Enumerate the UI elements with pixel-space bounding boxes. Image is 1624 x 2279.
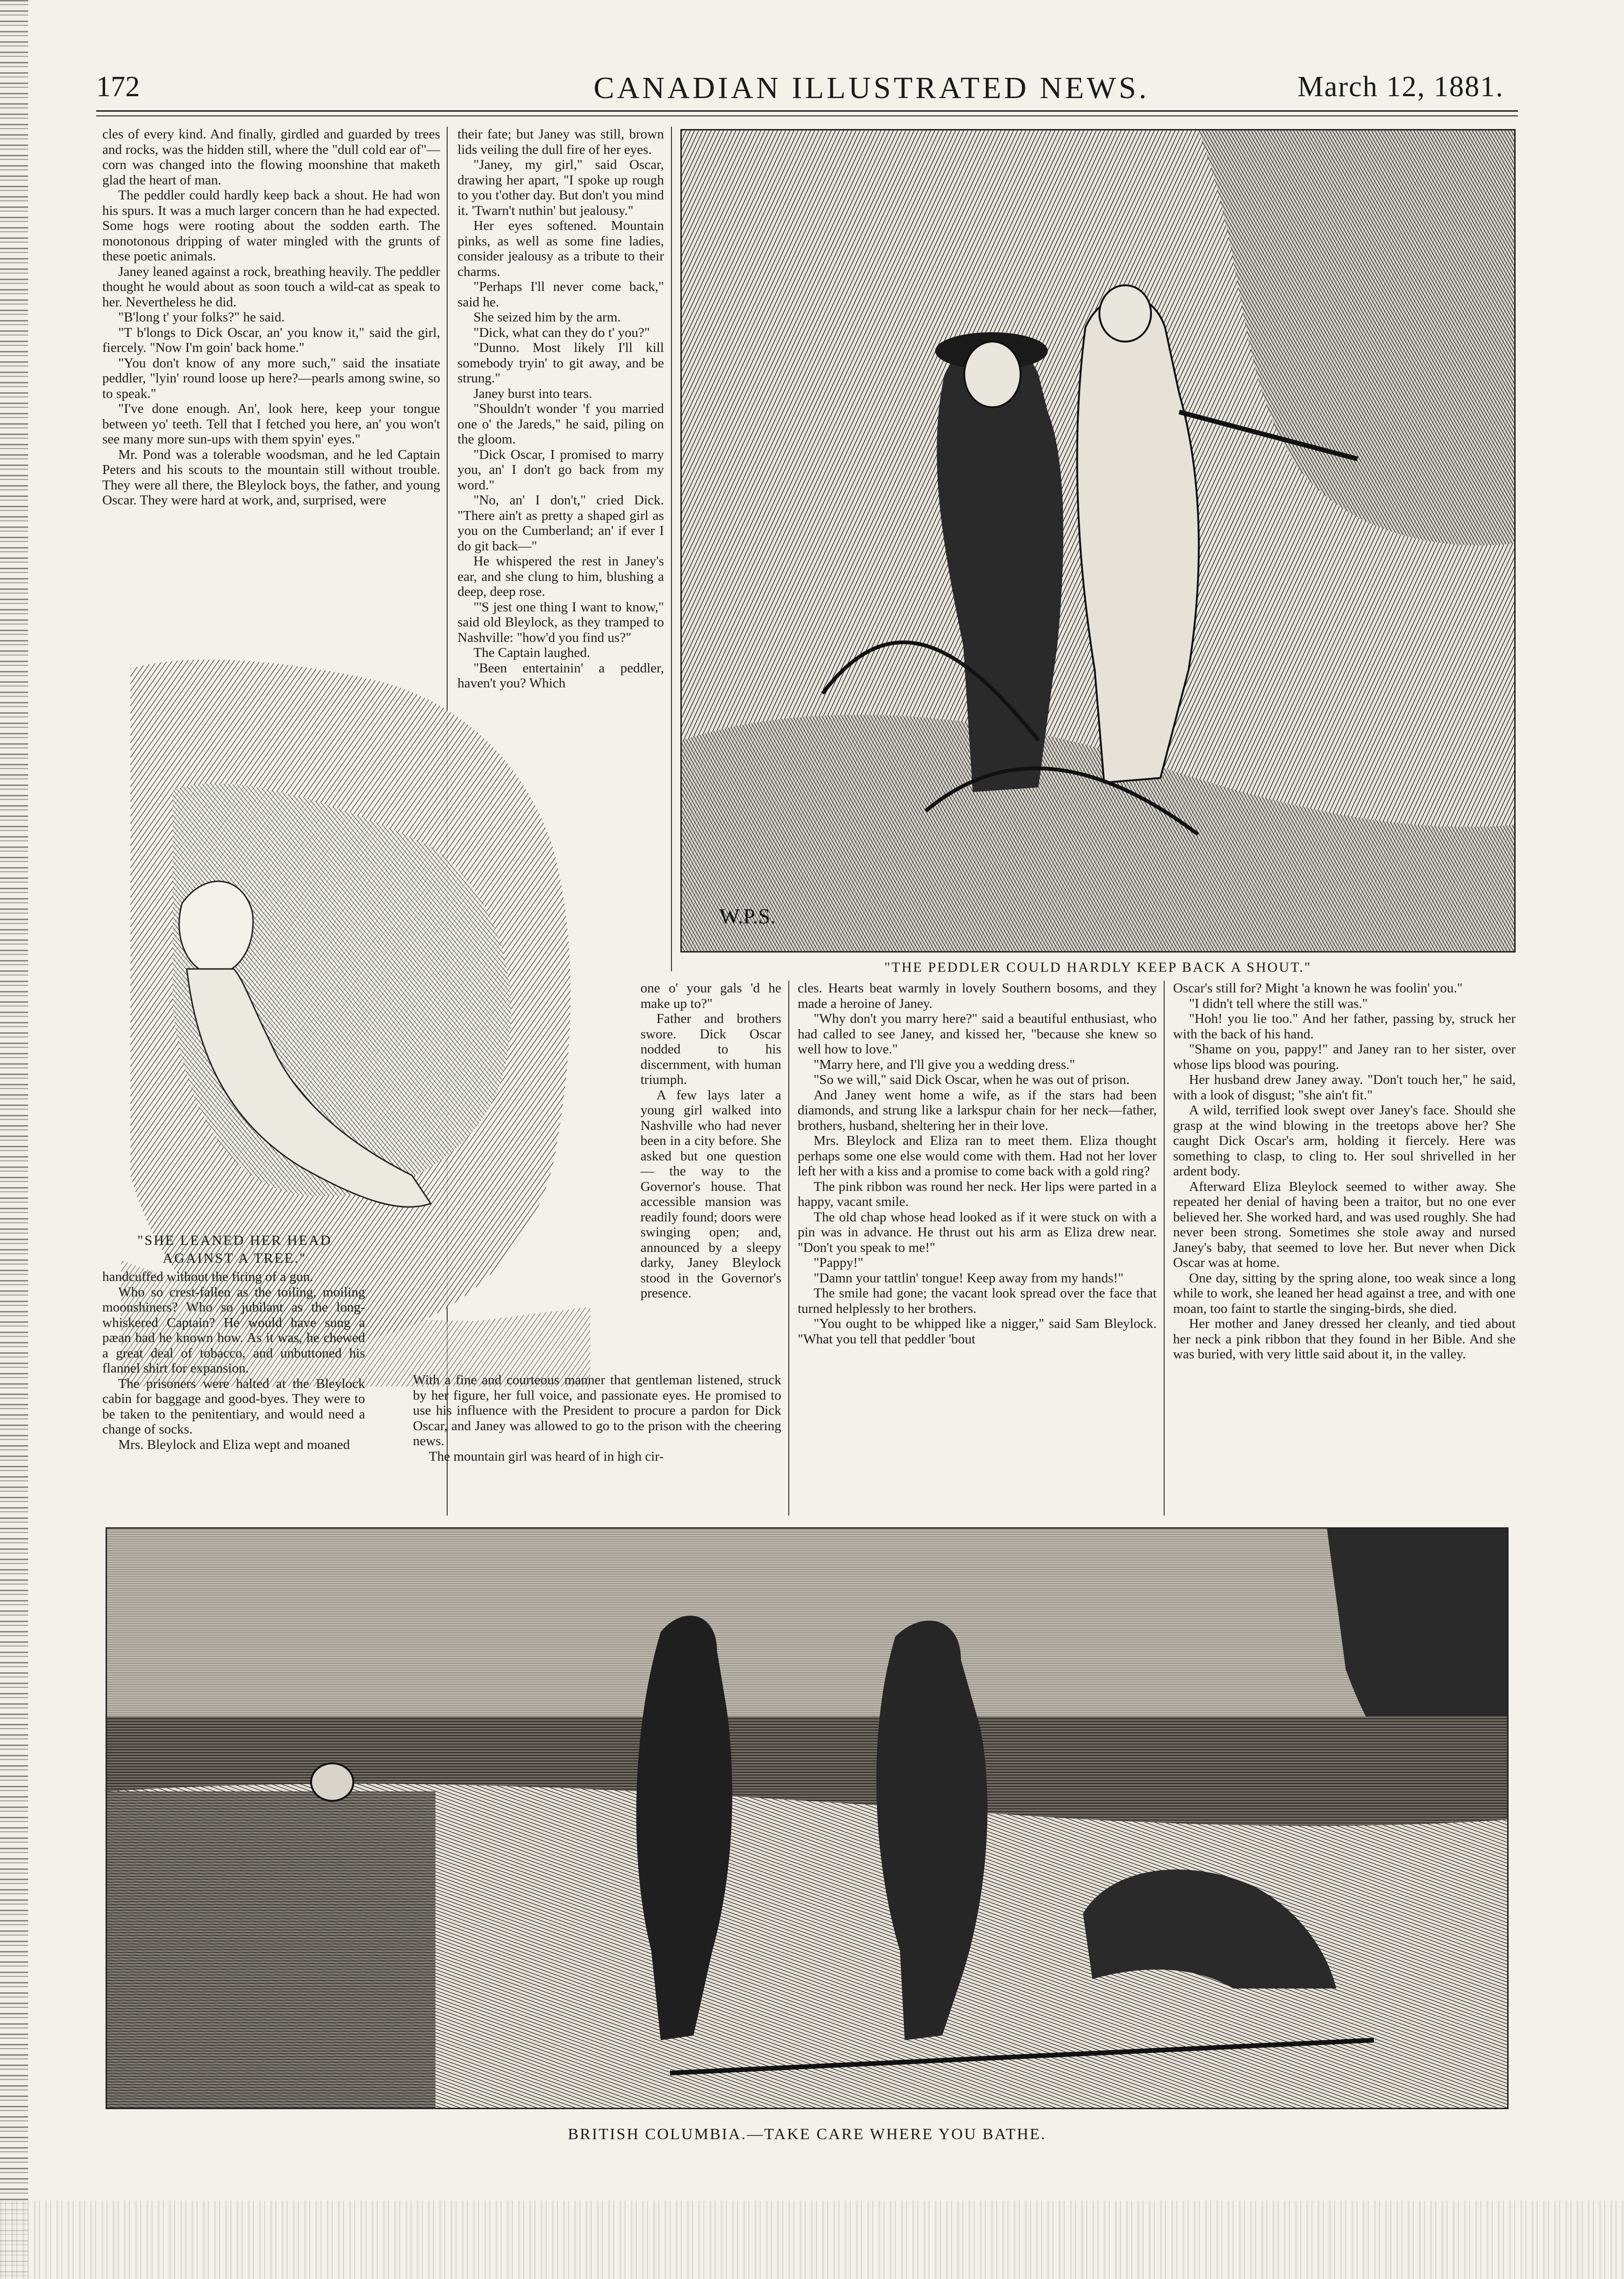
article-paragraph: Who so crest-fallen as the toiling, moiling moonshiners? Who so jubilant as the long-whiskered Captain? He would have sung a pæan had he known how. As it was, he chewed a great deal of tobacco, and unbuttoned his flannel shirt for expansion. (102, 1284, 365, 1376)
article-paragraph: Father and brothers swore. Dick Oscar nodded to his discernment, with human triumph. (640, 1011, 781, 1087)
column-3 (798, 981, 1157, 1347)
article-paragraph: The prisoners were halted at the Bleylock cabin for baggage and good-byes. They were to be taken to the penitentiary, and would need a change of socks. (102, 1376, 365, 1437)
article-paragraph: one o' your gals 'd he make up to?" (640, 981, 781, 1011)
column-divider (1164, 981, 1165, 1516)
article-paragraph: One day, sitting by the spring alone, too weak since a long while to work, she leaned her head against a tree, and with one moan, too faint to startle the singing-birds, she died. (1173, 1270, 1516, 1316)
article-paragraph: Oscar's still for? Might 'a known he was foolin' you." (1173, 981, 1463, 996)
column-2 (457, 127, 664, 691)
article-paragraph: "'S jest one thing I want to know," said old Bleylock, as they tramped to Nashville: "how'd you find us?" (457, 599, 664, 645)
article-paragraph: He whispered the rest in Janey's ear, and she clung to him, blushing a deep, deep rose. (457, 554, 664, 599)
article-paragraph: Her mother and Janey dressed her cleanly, and tied about her neck a pink ribbon that they found in her Bible. And she was buried, with very little said about it, in the valley. (1173, 1316, 1516, 1362)
publication-title: CANADIAN ILLUSTRATED NEWS. (594, 71, 1150, 105)
article-paragraph: "B'long t' your folks?" he said. (118, 310, 285, 325)
column-4 (1173, 981, 1516, 1362)
article-paragraph: Janey burst into tears. (473, 386, 592, 401)
column-2-bottom-wide (413, 1372, 781, 1464)
article-paragraph: "Shouldn't wonder 'f you married one o' the Jareds," he said, piling on the gloom. (457, 401, 664, 447)
caption-janey: "SHE LEANED HER HEAD AGAINST A TREE." (137, 1233, 332, 1266)
scan-edge-bottom (0, 2201, 1624, 2279)
article-paragraph: With a fine and courteous manner that gentleman listened, struck by her figure, her full voice, and passionate eyes. He promised to use his influence with the President to procure a pardon for Dick Oscar, and Janey was allowed to go to the prison with the cheering news. (413, 1372, 781, 1448)
article-paragraph: "Shame on you, pappy!" and Janey ran to her sister, over whose lips blood was pouring. (1173, 1042, 1516, 1072)
article-paragraph: "You ought to be whipped like a nigger," said Sam Bleylock. "What you tell that peddler 'bout (798, 1316, 1157, 1347)
article-paragraph: Her eyes softened. Mountain pinks, as well as some fine ladies, consider jealousy as a tribute to their charms. (457, 218, 664, 279)
issue-date: March 12, 1881. (1297, 71, 1504, 103)
article-paragraph: "Hoh! you lie too." And her father, passing by, struck her with the back of his hand. (1173, 1011, 1516, 1042)
article-paragraph: The mountain girl was heard of in high cir- (429, 1448, 664, 1464)
illustration-bathe-art (107, 1529, 1507, 2108)
masthead-rule (96, 110, 1518, 112)
article-paragraph: The peddler could hardly keep back a shout. He had won his spurs. It was a much larger concern than he had expected. Some hogs were rooting about the sodden earth. The monotonous dripping of water mingled with the grunts of these poetic animals. (102, 188, 440, 264)
article-paragraph: "Perhaps I'll never come back," said he. (457, 279, 664, 310)
article-paragraph: A wild, terrified look swept over Janey's face. Should she grasp at the wind blowing in the treetops above her? She caught Dick Oscar's arm, holding it fiercely. Here was something to clasp, to cling to. Her soul shrivelled in her ardent body. (1173, 1103, 1516, 1179)
article-paragraph: Mrs. Bleylock and Eliza wept and moaned (118, 1437, 350, 1452)
article-paragraph: handcuffed without the firing of a gun. (102, 1269, 313, 1284)
article-paragraph: The smile had gone; the vacant look spread over the face that turned helplessly to her brothers. (798, 1286, 1157, 1316)
illustration-bathe (106, 1527, 1509, 2109)
scan-edge-left (0, 0, 28, 2279)
article-paragraph: Her husband drew Janey away. "Don't touch her," he said, with a look of disgust; "she ain't fit." (1173, 1072, 1516, 1103)
article-paragraph: She seized him by the arm. (473, 310, 621, 325)
illustration-peddler (680, 129, 1516, 953)
article-paragraph: "Dick, what can they do t' you?" (473, 325, 650, 340)
column-1-bottom (102, 1269, 365, 1452)
article-paragraph: "You don't know of any more such," said the insatiate peddler, "lyin' round loose up here?—pearls among swine, so to speak." (102, 355, 440, 401)
article-paragraph: Mr. Pond was a tolerable woodsman, and he led Captain Peters and his scouts to the mountain still without trouble. They were all there, the Bleylock boys, the father, and young Oscar. They were hard at work, and, surprised, were (102, 447, 440, 508)
caption-peddler: "THE PEDDLER COULD HARDLY KEEP BACK A SHOUT." (884, 960, 1312, 975)
column-divider (788, 981, 789, 1516)
article-paragraph: "I didn't tell where the still was." (1189, 996, 1368, 1011)
article-paragraph: Mrs. Bleylock and Eliza ran to meet them. Eliza thought perhaps some one else would come with them. Had not her lover left her with a kiss and a promise to come back with a gold ring? (798, 1133, 1157, 1179)
article-paragraph: "Dick Oscar, I promised to marry you, an' I don't go back from my word." (457, 447, 664, 493)
article-paragraph: And Janey went home a wife, as if the stars had been diamonds, and strung like a larkspur chain for her neck—father, brothers, husband, sheltering her in their love. (798, 1087, 1157, 1133)
column-1-top (102, 127, 440, 508)
article-paragraph: Janey leaned against a rock, breathing heavily. The peddler thought he would about as soon touch a wild-cat as speak to her. Nevertheless he did. (102, 264, 440, 310)
article-paragraph: "Pappy!" (814, 1255, 863, 1270)
page-number: 172 (96, 71, 140, 103)
article-paragraph: cles of every kind. And finally, girdled and guarded by trees and rocks, was the hidden still, where the "dull cold ear of"—corn was changed into the flowing moonshine that maketh glad the heart of man. (102, 127, 440, 188)
column-2-bottom-narrow (640, 981, 781, 1301)
article-paragraph: "Why don't you marry here?" said a beautiful enthusiast, who had called to see Janey, and kissed her, "because she knew so well how to love." (798, 1011, 1157, 1057)
article-paragraph: The Captain laughed. (473, 645, 590, 660)
article-paragraph: "So we will," said Dick Oscar, when he was out of prison. (814, 1072, 1130, 1087)
article-paragraph: The pink ribbon was round her neck. Her lips were parted in a happy, vacant smile. (798, 1179, 1157, 1209)
illustration-peddler-art (682, 130, 1514, 951)
article-paragraph: "Damn your tattlin' tongue! Keep away from my hands!" (814, 1270, 1124, 1286)
article-paragraph: cles. Hearts beat warmly in lovely Southern bosoms, and they made a heroine of Janey. (798, 981, 1157, 1011)
article-paragraph: The old chap whose head looked as if it were stuck on with a pin was in advance. He thrust out his arm as Eliza drew near. "Don't you speak to me!" (798, 1209, 1157, 1255)
article-paragraph: "Dunno. Most likely I'll kill somebody tryin' to git away, and be strung." (457, 340, 664, 386)
article-paragraph: "I've done enough. An', look here, keep your tongue between yo' teeth. Tell that I fetched you here, an' you won't see many more sun-ups with them spyin' eyes." (102, 401, 440, 447)
article-paragraph: "No, an' I don't," cried Dick. "There ain't as pretty a shaped girl as you on the Cumberland; an' if ever I do git back—" (457, 493, 664, 554)
masthead (96, 70, 1504, 108)
article-paragraph: "Been entertainin' a peddler, haven't you? Which (457, 660, 664, 691)
caption-bathe: BRITISH COLUMBIA.—TAKE CARE WHERE YOU BATHE. (568, 2126, 1046, 2143)
article-paragraph: "Marry here, and I'll give you a wedding dress." (814, 1057, 1075, 1072)
article-paragraph: their fate; but Janey was still, brown lids veiling the dull fire of her eyes. (457, 127, 664, 157)
column-divider (671, 127, 672, 971)
article-paragraph: A few lays later a young girl walked into Nashville who had never been in a city before. She asked but one question — the way to the Governor's house. That accessible mansion was readily found; doors were swinging open; and, announced by a sleepy darky, Janey Bleylock stood in the Governor's presence. (640, 1087, 781, 1301)
artist-signature: W.P.S. (719, 904, 776, 928)
article-paragraph: Afterward Eliza Bleylock seemed to wither away. She repeated her denial of having been a traitor, but no one ever believed her. She worked hard, and was used roughly. She had never been strong. Sometimes she stole away and nursed Janey's baby, that seemed to love her. But never when Dick Oscar was at home. (1173, 1179, 1516, 1270)
article-paragraph: "Janey, my girl," said Oscar, drawing her apart, "I spoke up rough to you t'other day. But don't you mind it. 'Twarn't nuthin' but jealousy." (457, 157, 664, 218)
article-paragraph: "T b'longs to Dick Oscar, an' you know it," said the girl, fiercely. "Now I'm goin' back home." (102, 325, 440, 355)
masthead-rule-thin (96, 115, 1518, 116)
